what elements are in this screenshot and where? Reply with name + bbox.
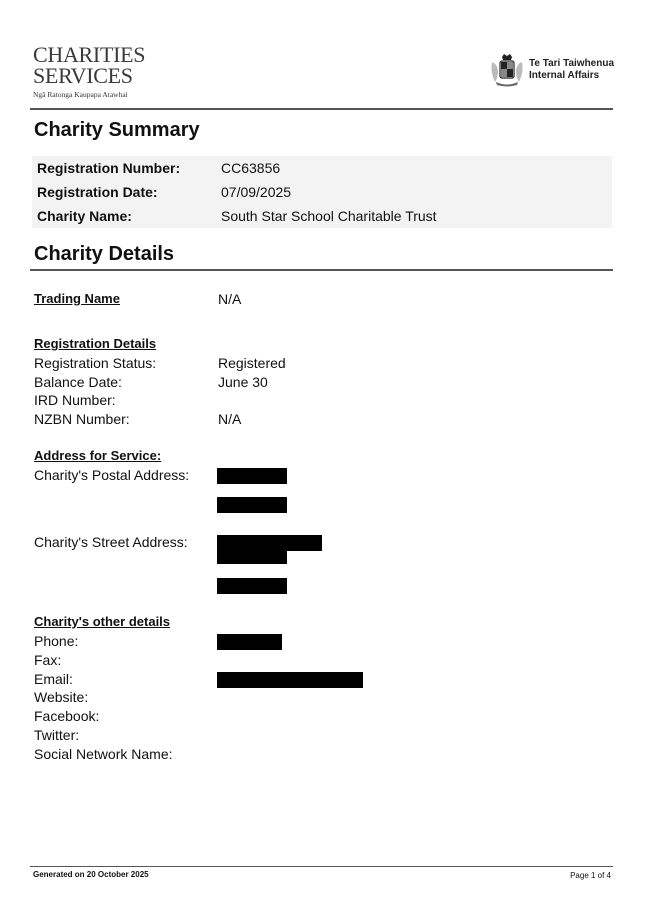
dia-line2: Internal Affairs [529,70,600,81]
registration-status-value: Registered [218,355,286,371]
registration-status-label: Registration Status: [34,355,157,371]
internal-affairs-text [529,58,614,82]
summary-label: Registration Number: [37,160,181,176]
footer-divider [30,866,613,867]
nzbn-number-label: NZBN Number: [34,411,130,427]
address-heading: Address for Service: [34,448,162,463]
details-divider [30,269,613,271]
logo-line1: CHARITIES [33,42,146,67]
phone-redaction [217,634,282,650]
charity-summary-heading: Charity Summary [34,119,200,141]
phone-label: Phone: [34,633,79,649]
header-divider [30,108,613,110]
ird-number-label: IRD Number: [34,392,116,408]
nz-coat-of-arms-icon [489,52,525,88]
logo-subtitle: Ngā Ratonga Kaupapa Atawhai [33,90,128,99]
website-label: Website: [34,689,89,705]
street-address-redaction [217,578,287,594]
twitter-label: Twitter: [34,727,80,743]
registration-number: CC63856 [221,160,281,176]
email-label: Email: [34,671,73,687]
registration-details-heading: Registration Details [34,336,157,351]
summary-label: Charity Name: [37,208,132,224]
trading-name-value: N/A [218,291,242,307]
street-address-redaction [217,549,287,564]
street-address-label: Charity's Street Address: [34,534,188,550]
postal-address-redaction [217,468,287,484]
page-number: Page 1 of 4 [570,871,611,880]
fax-label: Fax: [34,652,62,668]
nzbn-number-value: N/A [218,411,242,427]
facebook-label: Facebook: [34,708,100,724]
generated-date: Generated on 20 October 2025 [33,870,149,879]
email-redaction [217,672,363,688]
logo-line2: SERVICES [33,63,133,88]
balance-date-label: Balance Date: [34,374,122,390]
postal-address-redaction [217,497,287,513]
postal-address-label: Charity's Postal Address: [34,467,190,483]
charity-name: South Star School Charitable Trust [221,208,437,224]
charity-details-heading: Charity Details [34,243,175,265]
dia-line1: Te Tari Taiwhenua [529,58,615,69]
trading-name-label: Trading Name [34,291,120,306]
other-details-heading: Charity's other details [34,614,171,629]
registration-date: 07/09/2025 [221,184,292,200]
summary-table [32,156,612,228]
charities-services-logo [33,44,145,99]
social-network-label: Social Network Name: [34,746,173,762]
internal-affairs-logo [489,52,614,88]
summary-label: Registration Date: [37,184,158,200]
balance-date-value: June 30 [218,374,268,390]
